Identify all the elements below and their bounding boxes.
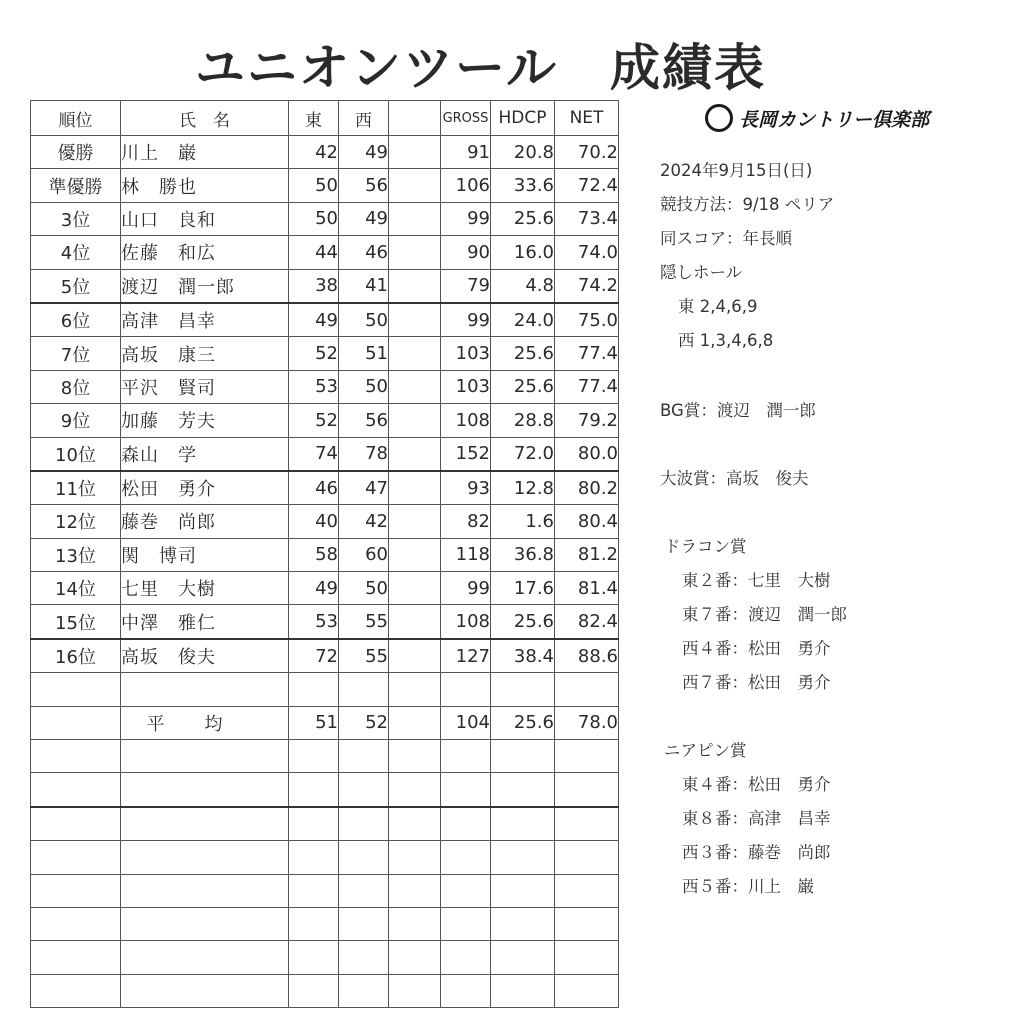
empty-cell — [289, 974, 339, 1007]
empty-cell — [339, 841, 389, 874]
east-score-cell: 52 — [289, 337, 339, 370]
gross-cell: 99 — [441, 303, 491, 337]
net-cell: 79.2 — [555, 404, 619, 437]
hdcp-cell: 12.8 — [491, 471, 555, 505]
average-hdcp: 25.6 — [491, 706, 555, 739]
empty-cell — [121, 807, 289, 841]
average-label: 平均 — [121, 706, 289, 739]
empty-cell — [31, 974, 121, 1007]
gross-cell: 127 — [441, 639, 491, 673]
empty-cell — [441, 841, 491, 874]
empty-cell — [31, 773, 121, 807]
net-cell: 80.0 — [555, 437, 619, 471]
average-west: 52 — [339, 706, 389, 739]
rank-cell: 12位 — [31, 505, 121, 538]
west-score-cell: 50 — [339, 572, 389, 605]
west-score-cell: 42 — [339, 505, 389, 538]
west-score-cell: 51 — [339, 337, 389, 370]
empty-cell — [31, 740, 121, 773]
blank-cell — [389, 505, 441, 538]
east-score-cell: 50 — [289, 169, 339, 202]
header-west: 西 — [339, 101, 389, 136]
score-table — [30, 100, 619, 1008]
empty-cell — [121, 841, 289, 874]
dracon-award-item: 西７番：松田 勇介 — [682, 673, 831, 692]
name-cell: 中澤 雅仁 — [121, 605, 289, 639]
gross-cell: 152 — [441, 437, 491, 471]
gross-cell: 99 — [441, 202, 491, 235]
empty-cell — [441, 773, 491, 807]
net-cell: 72.4 — [555, 169, 619, 202]
hdcp-cell: 17.6 — [491, 572, 555, 605]
hidden-holes-label: 隠しホール — [660, 263, 743, 282]
hdcp-cell: 36.8 — [491, 538, 555, 571]
empty-cell — [555, 974, 619, 1007]
empty-row — [31, 941, 619, 974]
header-hdcp: HDCP — [491, 101, 555, 136]
gross-cell: 108 — [441, 404, 491, 437]
rank-cell: 13位 — [31, 538, 121, 571]
east-score-cell: 42 — [289, 136, 339, 169]
empty-cell — [121, 773, 289, 807]
empty-cell — [389, 673, 441, 706]
west-score-cell: 55 — [339, 605, 389, 639]
net-cell: 74.2 — [555, 269, 619, 303]
empty-cell — [491, 874, 555, 907]
blank-cell — [389, 202, 441, 235]
nearpin-award-item: 西３番：藤巻 尚郎 — [682, 843, 831, 862]
header-blank — [389, 101, 441, 136]
empty-cell — [339, 807, 389, 841]
blank-cell — [389, 437, 441, 471]
gross-cell: 118 — [441, 538, 491, 571]
header-gross: GROSS — [441, 101, 491, 136]
empty-cell — [441, 941, 491, 974]
hidden-holes-west: 西 1,3,4,6,8 — [678, 331, 774, 350]
empty-cell — [339, 941, 389, 974]
name-cell: 林 勝也 — [121, 169, 289, 202]
rank-cell: 15位 — [31, 605, 121, 639]
blank-cell — [389, 572, 441, 605]
empty-cell — [289, 841, 339, 874]
competition-method: 競技方法：9/18 ペリア — [660, 195, 835, 214]
hdcp-cell: 25.6 — [491, 337, 555, 370]
table-row — [31, 236, 619, 269]
gross-cell: 106 — [441, 169, 491, 202]
empty-cell — [121, 874, 289, 907]
gross-cell: 79 — [441, 269, 491, 303]
empty-cell — [289, 740, 339, 773]
net-cell: 77.4 — [555, 370, 619, 403]
rank-cell: 10位 — [31, 437, 121, 471]
net-cell: 77.4 — [555, 337, 619, 370]
empty-cell — [491, 941, 555, 974]
empty-cell — [389, 941, 441, 974]
name-cell: 高坂 康三 — [121, 337, 289, 370]
rank-cell: 6位 — [31, 303, 121, 337]
net-cell: 74.0 — [555, 236, 619, 269]
empty-cell — [555, 807, 619, 841]
table-row — [31, 505, 619, 538]
gross-cell: 99 — [441, 572, 491, 605]
table-row — [31, 437, 619, 471]
net-cell: 82.4 — [555, 605, 619, 639]
hdcp-cell: 25.6 — [491, 605, 555, 639]
gross-cell: 90 — [441, 236, 491, 269]
header-east: 東 — [289, 101, 339, 136]
gross-cell: 82 — [441, 505, 491, 538]
east-score-cell: 58 — [289, 538, 339, 571]
west-score-cell: 50 — [339, 303, 389, 337]
hdcp-cell: 25.6 — [491, 202, 555, 235]
nearpin-award-item: 東８番：高津 昌幸 — [682, 809, 831, 828]
west-score-cell: 78 — [339, 437, 389, 471]
rank-cell: 3位 — [31, 202, 121, 235]
west-score-cell: 47 — [339, 471, 389, 505]
empty-cell — [339, 974, 389, 1007]
name-cell: 佐藤 和広 — [121, 236, 289, 269]
rank-cell: 11位 — [31, 471, 121, 505]
empty-cell — [491, 773, 555, 807]
east-score-cell: 50 — [289, 202, 339, 235]
empty-cell — [289, 941, 339, 974]
dracon-award-item: 東７番：渡辺 潤一郎 — [682, 605, 847, 624]
empty-cell — [389, 773, 441, 807]
table-row — [31, 303, 619, 337]
empty-cell — [289, 874, 339, 907]
blank-cell — [389, 236, 441, 269]
empty-cell — [555, 740, 619, 773]
empty-cell — [555, 907, 619, 940]
empty-cell — [31, 874, 121, 907]
average-net: 78.0 — [555, 706, 619, 739]
east-score-cell: 72 — [289, 639, 339, 673]
blank-cell — [389, 337, 441, 370]
gross-cell: 91 — [441, 136, 491, 169]
empty-cell — [31, 941, 121, 974]
east-score-cell: 40 — [289, 505, 339, 538]
dracon-award-title: ドラコン賞 — [664, 537, 747, 556]
net-cell: 81.2 — [555, 538, 619, 571]
empty-cell — [389, 841, 441, 874]
empty-cell — [121, 941, 289, 974]
net-cell: 80.2 — [555, 471, 619, 505]
average-row — [31, 706, 619, 739]
empty-cell — [555, 841, 619, 874]
empty-cell — [31, 706, 121, 739]
empty-cell — [339, 907, 389, 940]
east-score-cell: 49 — [289, 572, 339, 605]
empty-cell — [121, 974, 289, 1007]
net-cell: 88.6 — [555, 639, 619, 673]
table-row — [31, 136, 619, 169]
empty-row — [31, 841, 619, 874]
table-row — [31, 370, 619, 403]
tiebreak-rule: 同スコア：年長順 — [660, 229, 792, 248]
gross-cell: 103 — [441, 337, 491, 370]
net-cell: 73.4 — [555, 202, 619, 235]
hdcp-cell: 33.6 — [491, 169, 555, 202]
club-name: 長岡カントリー倶楽部 — [739, 108, 930, 131]
header-name: 氏 名 — [121, 101, 289, 136]
east-score-cell: 44 — [289, 236, 339, 269]
empty-cell — [389, 740, 441, 773]
west-score-cell: 56 — [339, 169, 389, 202]
blank-cell — [389, 639, 441, 673]
name-cell: 山口 良和 — [121, 202, 289, 235]
blank-cell — [389, 538, 441, 571]
empty-cell — [339, 673, 389, 706]
gross-cell: 108 — [441, 605, 491, 639]
name-cell: 高津 昌幸 — [121, 303, 289, 337]
name-cell: 平沢 賢司 — [121, 370, 289, 403]
nearpin-award-item: 東４番：松田 勇介 — [682, 775, 831, 794]
east-score-cell: 52 — [289, 404, 339, 437]
west-score-cell: 49 — [339, 202, 389, 235]
empty-cell — [555, 874, 619, 907]
page-title: ユニオンツール 成績表 — [195, 39, 766, 97]
empty-cell — [289, 773, 339, 807]
gross-cell: 93 — [441, 471, 491, 505]
hdcp-cell: 16.0 — [491, 236, 555, 269]
club-logo — [705, 104, 929, 132]
empty-cell — [441, 673, 491, 706]
rank-cell: 準優勝 — [31, 169, 121, 202]
name-cell: 松田 勇介 — [121, 471, 289, 505]
empty-cell — [289, 807, 339, 841]
event-date: 2024年9月15日(日) — [660, 161, 813, 180]
empty-cell — [289, 907, 339, 940]
score-table-body — [31, 136, 619, 1008]
bg-award: BG賞：渡辺 潤一郎 — [660, 401, 816, 420]
gross-cell: 103 — [441, 370, 491, 403]
rank-cell: 14位 — [31, 572, 121, 605]
name-cell: 森山 学 — [121, 437, 289, 471]
empty-cell — [31, 807, 121, 841]
blank-cell — [389, 605, 441, 639]
empty-row — [31, 673, 619, 706]
table-row — [31, 538, 619, 571]
east-score-cell: 46 — [289, 471, 339, 505]
empty-row — [31, 740, 619, 773]
name-cell: 関 博司 — [121, 538, 289, 571]
hdcp-cell: 72.0 — [491, 437, 555, 471]
blank-cell — [389, 370, 441, 403]
empty-cell — [441, 974, 491, 1007]
west-score-cell: 41 — [339, 269, 389, 303]
table-row — [31, 337, 619, 370]
name-cell: 七里 大樹 — [121, 572, 289, 605]
empty-row — [31, 874, 619, 907]
table-row — [31, 404, 619, 437]
hdcp-cell: 24.0 — [491, 303, 555, 337]
table-row — [31, 605, 619, 639]
east-score-cell: 49 — [289, 303, 339, 337]
west-score-cell: 49 — [339, 136, 389, 169]
empty-cell — [121, 673, 289, 706]
hidden-holes-east: 東 2,4,6,9 — [678, 297, 758, 316]
empty-cell — [491, 974, 555, 1007]
rank-cell: 7位 — [31, 337, 121, 370]
empty-row — [31, 974, 619, 1007]
blank-cell — [389, 269, 441, 303]
table-row — [31, 572, 619, 605]
empty-cell — [389, 907, 441, 940]
empty-cell — [491, 807, 555, 841]
table-row — [31, 471, 619, 505]
nearpin-award-item: 西５番：川上 巌 — [682, 877, 814, 896]
name-cell: 藤巻 尚郎 — [121, 505, 289, 538]
net-cell: 81.4 — [555, 572, 619, 605]
east-score-cell: 38 — [289, 269, 339, 303]
empty-cell — [441, 807, 491, 841]
empty-cell — [31, 907, 121, 940]
table-header-row — [31, 101, 619, 136]
blank-cell — [389, 706, 441, 739]
blank-cell — [389, 471, 441, 505]
empty-cell — [441, 740, 491, 773]
empty-cell — [121, 740, 289, 773]
header-rank: 順位 — [31, 101, 121, 136]
empty-cell — [491, 841, 555, 874]
hdcp-cell: 1.6 — [491, 505, 555, 538]
empty-cell — [491, 673, 555, 706]
table-row — [31, 269, 619, 303]
empty-cell — [31, 673, 121, 706]
name-cell: 川上 巌 — [121, 136, 289, 169]
blank-cell — [389, 136, 441, 169]
empty-cell — [491, 907, 555, 940]
rank-cell: 16位 — [31, 639, 121, 673]
empty-cell — [555, 773, 619, 807]
ohnami-award: 大波賞：高坂 俊夫 — [660, 469, 809, 488]
rank-cell: 8位 — [31, 370, 121, 403]
rank-cell: 優勝 — [31, 136, 121, 169]
dracon-award-item: 西４番：松田 勇介 — [682, 639, 831, 658]
name-cell: 渡辺 潤一郎 — [121, 269, 289, 303]
empty-cell — [441, 907, 491, 940]
hdcp-cell: 38.4 — [491, 639, 555, 673]
name-cell: 加藤 芳夫 — [121, 404, 289, 437]
blank-cell — [389, 169, 441, 202]
net-cell: 70.2 — [555, 136, 619, 169]
hdcp-cell: 20.8 — [491, 136, 555, 169]
empty-cell — [339, 773, 389, 807]
west-score-cell: 50 — [339, 370, 389, 403]
empty-cell — [289, 673, 339, 706]
average-east: 51 — [289, 706, 339, 739]
name-cell: 高坂 俊夫 — [121, 639, 289, 673]
table-row — [31, 202, 619, 235]
empty-cell — [389, 874, 441, 907]
average-gross: 104 — [441, 706, 491, 739]
empty-cell — [389, 974, 441, 1007]
nearpin-award-title: ニアピン賞 — [664, 741, 747, 760]
rank-cell: 4位 — [31, 236, 121, 269]
empty-cell — [441, 874, 491, 907]
hdcp-cell: 28.8 — [491, 404, 555, 437]
net-cell: 80.4 — [555, 505, 619, 538]
hdcp-cell: 25.6 — [491, 370, 555, 403]
net-cell: 75.0 — [555, 303, 619, 337]
empty-cell — [555, 673, 619, 706]
blank-cell — [389, 303, 441, 337]
empty-cell — [491, 740, 555, 773]
west-score-cell: 56 — [339, 404, 389, 437]
table-row — [31, 639, 619, 673]
blank-cell — [389, 404, 441, 437]
hdcp-cell: 4.8 — [491, 269, 555, 303]
empty-cell — [121, 907, 289, 940]
west-score-cell: 46 — [339, 236, 389, 269]
east-score-cell: 53 — [289, 605, 339, 639]
west-score-cell: 60 — [339, 538, 389, 571]
header-net: NET — [555, 101, 619, 136]
west-score-cell: 55 — [339, 639, 389, 673]
rank-cell: 5位 — [31, 269, 121, 303]
rank-cell: 9位 — [31, 404, 121, 437]
empty-cell — [555, 941, 619, 974]
empty-row — [31, 773, 619, 807]
empty-cell — [339, 874, 389, 907]
empty-row — [31, 807, 619, 841]
empty-row — [31, 907, 619, 940]
empty-cell — [339, 740, 389, 773]
dracon-award-item: 東２番：七里 大樹 — [682, 571, 831, 590]
empty-cell — [31, 841, 121, 874]
east-score-cell: 53 — [289, 370, 339, 403]
table-row — [31, 169, 619, 202]
empty-cell — [389, 807, 441, 841]
east-score-cell: 74 — [289, 437, 339, 471]
club-logo-icon — [705, 104, 733, 132]
